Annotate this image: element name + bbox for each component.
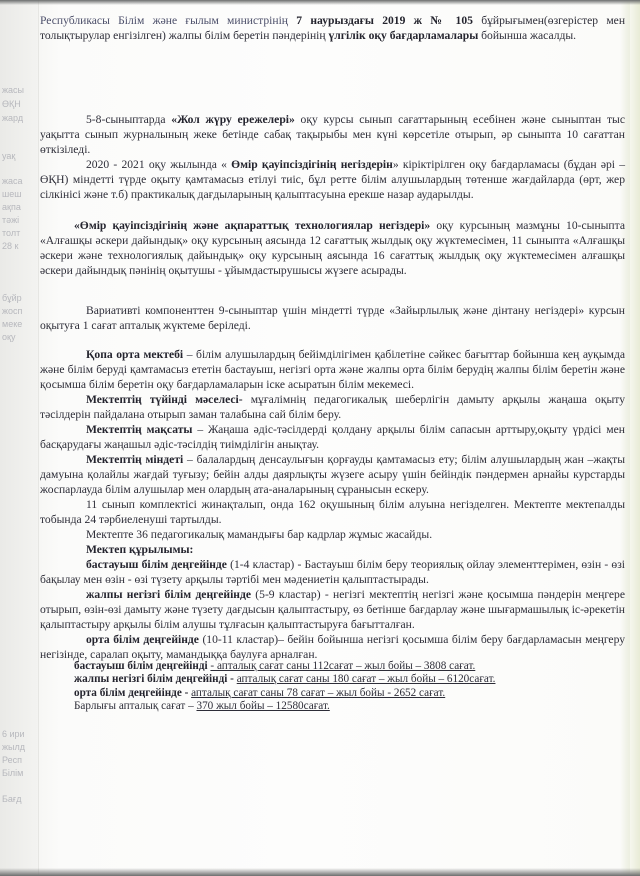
staff-paragraph	[40, 527, 625, 542]
hours-row-total	[40, 700, 625, 713]
key-issue-paragraph	[40, 392, 625, 422]
hours-label: жалпы негізгі білім деңгейінді -	[74, 673, 234, 686]
total-label: Барлығы апталық сағат –	[74, 699, 194, 712]
hours-row-basic	[40, 673, 625, 686]
life-safety-pre: 2020 - 2021 оқу жылында «	[86, 158, 227, 171]
staff-text: Мектепте 36 педагогикалық мамандығы бар кадрлар жұмыс жасайды.	[86, 528, 433, 541]
goal-title: Мектептің мақсаты	[86, 423, 193, 436]
hours-row-secondary	[40, 687, 625, 700]
primary-level-text: (1-4 кластар) - Бастауыш білім беру теориялық ойлау элементтерімен, өзін - өзі бақылау мен өзін - өзі түзету арқылы тәртібі мен мәдениетін қалыптастырады.	[40, 558, 625, 587]
key-issue-text: мұғалімнің педагогикалық шеберлігін дамыту арқылы жаңаша оқыту тәсілдерін пайдалана отырып заман талабына сай білім беру.	[40, 393, 625, 422]
header-date: 7 наурыздағы 2019 ж № 105	[296, 14, 473, 27]
scan-top-shadow	[0, 0, 640, 5]
secondary-level-text: (10-11 кластар)– бейін бойынша негізгі қосымша білім беру бағдарламасын меңгеру негізінде, саралап оқыту, мамандыққа баулуға арналған.	[40, 633, 626, 662]
secondary-level-title: орта білім деңгейінде	[86, 633, 199, 646]
adjacent-page-edge: жасы ӨҚН жард уақ жаса шеш ақпа тәжі толт 28 к бұйр жосп меке оқу 6 ири жылд Респ Білім Бағд	[0, 0, 39, 876]
life-safety-paragraph	[40, 157, 625, 202]
page-right-edge	[630, 0, 640, 876]
variative-paragraph	[40, 303, 625, 333]
hours-summary	[40, 660, 625, 713]
hours-detail: - апталық сағат саны 112сағат – жыл бойы – 3808 сағат.	[210, 660, 476, 672]
total-detail: 370 жыл бойы – 12580сағат.	[196, 699, 330, 712]
secondary-level-paragraph	[40, 632, 625, 662]
it-safety-text: оқу курсының мазмұны 10-сыныпта «Алғашқы әскери дайындық» оқу курсының аясында 12 сағаттық жылдық оқу жүктемесімен, 11 сыныпта «Алғашқы әскери және технологиялық дайындық» оқу курсының аясында 16 сағаттық жылдық оқу жүктемесімен алғашқы әскери дайындық пәнінің оқытушы - ұйымдастырушысы жүзеге асырады.	[40, 219, 625, 278]
life-safety-title: Өмір қауіпсіздігінің негіздерін	[231, 158, 393, 171]
header-text-mid: бұйрығымен(өзгерістер мен толықтырулар енгізілген) жалпы білім беретін пәндерінің	[40, 14, 626, 43]
task-text: – балалардың денсаулығын қорғауды қамтамасыз ету; білім алушылардың жан –жақты дамуына қолайлы жағдай туғызу; бейін алды даярлықты жүзеге асыру үшін бейіндік пәндермен арнайы курстарды жоспарлауда білім алушылар мен олардың ата-аналарының сұранысын ескеру.	[40, 453, 626, 497]
primary-level-title: бастауыш білім деңгейінде	[86, 558, 227, 571]
classes-text: 11 сынып комплектісі жинақталып, онда 162 оқушының білім алуына негізделген. Мектепте мектепалды тобында 24 тәрбиеленуші тартылды.	[40, 498, 625, 527]
structure-title: Мектеп құрылымы:	[86, 543, 194, 556]
key-issue-title: Мектептің түйінді мәселесі-	[86, 393, 243, 406]
task-title: Мектептің міндеті	[86, 453, 184, 466]
life-safety-text: » кіріктірілген оқу бағдарламасы (бұдан әрі – ӨҚН) міндетті түрде оқыту қамтамасыз етілуі тиіс, бұл ретте білім алушылардың төтенше жағдайларда (өрт, жер сілкінісі және т.б) практикалық дағдыларының қалыптасуына ерекше назар аударылды.	[40, 158, 625, 202]
goal-text: – Жаңаша әдіс-тәсілдерді қолдану арқылы білім сапасын арттыру,оқыту үрдісі мен басқарудағы жаңашыл әдіс-тәсілдің тиімділігін анықтау.	[40, 423, 625, 452]
header-programs: үлгілік оқу бағдарламалары	[328, 29, 479, 43]
classes-paragraph	[40, 497, 625, 527]
school-name: Қопа орта мектебі	[86, 348, 184, 361]
header-text-post: бойынша жасалды.	[481, 29, 577, 43]
variative-text: Вариативті компоненттен 9-сыныптар үшін міндетті түрде «Зайырлылық және дінтану негіздері» курсын оқытуға 1 сағат апталық жүктеме беріледі.	[40, 304, 625, 333]
hours-detail: апталық сағат саны 78 сағат – жыл бойы - 2652 сағат.	[191, 686, 446, 699]
it-safety-title: «Өмір қауіпсіздігінің және ақпараттық технологиялар негіздері»	[74, 219, 431, 232]
task-paragraph	[40, 452, 625, 497]
school-definition-text: – білім алушылардың бейімділігімен қабілетіне сәйкес бағыттар бойынша кең ауқымда және білім беруді қамтамасыз ететін бастауыш, негізгі орта және жалпы орта білім берудің жалпы білім беретін және қосымша білім беретін оқу бағдарламаларын іске асыратын білім мекемесі.	[40, 348, 625, 392]
goal-paragraph	[40, 422, 625, 452]
road-rules-paragraph	[40, 112, 625, 157]
road-rules-title: «Жол жүру ережелері»	[171, 113, 295, 126]
school-definition-paragraph	[40, 347, 625, 392]
structure-title-line	[40, 542, 625, 557]
hours-detail: апталық сағат саны 180 сағат – жыл бойы – 6120сағат.	[236, 673, 496, 686]
road-rules-pre: 5-8-сыныптарда	[86, 113, 166, 126]
hours-label: орта білім деңгейінде -	[74, 686, 189, 699]
primary-level-paragraph	[40, 557, 625, 587]
header-text-pre: Республикасы Білім және ғылым министрінің	[40, 14, 289, 27]
road-rules-text: оқу курсы сынып сағаттарының есебінен және сыныптан тыс уақытта сынып журналының жеке бетінде сабақ тақырыбы мен күні көрсетіле отырып, әр сыныпта 10 сағаттан өткізіледі.	[40, 113, 625, 157]
header-paragraph	[40, 13, 625, 43]
hours-row-primary	[40, 660, 625, 673]
basic-level-text: (5-9 кластар) - негізгі мектептің негізгі және қосымша пәндерін меңгере отырып, өзін-өзі дамыту және түзету дағдысын қалыптастыру, өз бетінше бағдарлау және шығармашылық іс-әрекетін қалыптастыру арқылы білім алушы тұлғасын қалыптастыруға бағытталған.	[40, 588, 626, 632]
scan-bottom-shadow	[0, 868, 640, 876]
basic-level-title: жалпы негізгі білім деңгейінде	[86, 588, 251, 601]
basic-level-paragraph	[40, 587, 625, 632]
it-safety-paragraph	[40, 218, 625, 278]
hours-label: бастауыш білім деңгейінді	[74, 660, 208, 672]
